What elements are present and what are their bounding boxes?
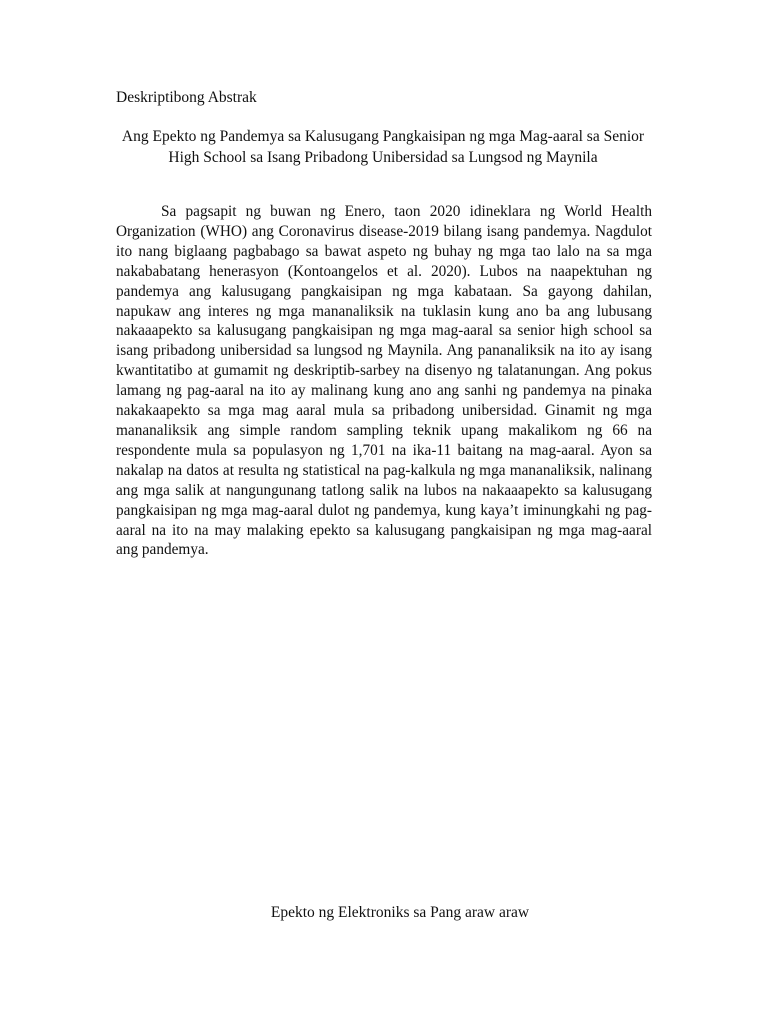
document-type-heading: Deskriptibong Abstrak [116, 89, 257, 106]
next-section-title: Epekto ng Elektroniks sa Pang araw araw [270, 904, 530, 921]
abstract-paragraph: Sa pagsapit ng buwan ng Enero, taon 2020 idineklara ng World Health Organization (WHO) ang Coronavirus disease-2019 bilang isang pandemya. Nagdulot ito nang biglaang pagbabago sa bawat aspeto ng buhay ng mga tao lalo na sa mga nakababatang henerasyon (Kontoangelos et al. 2020). Lubos na naapektuhan ng pandemya ang kalusugang pangkaisipan ng mga kabataan. Sa gayong dahilan, napukaw ang interes ng mga mananaliksik na tuklasin kung ano ba ang lubusang nakaaapekto sa kalusugang pangkaisipan ng mga mag-aaral sa senior high school sa isang pribadong unibersidad sa lungsod ng Maynila. Ang pananaliksik na ito ay isang kwantitatibo at gumamit ng deskriptib-sarbey na disenyo ng talatanungan. Ang pokus lamang ng pag-aaral na ito ay malinang kung ano ang sanhi ng pandemya na pinaka nakakaapekto sa mga mag aaral mula sa pribadong unibersidad. Ginamit ng mga mananaliksik ang simple random sampling teknik upang makalikom ng 66 na respondente mula sa populasyon ng 1,701 na ika-11 baitang na mag-aaral. Ayon sa nakalap na datos at resulta ng statistical na pag-kalkula ng mga mananaliksik, nalinang ang mga salik at nangungunang tatlong salik na lubos na nakaaapekto sa kalusugang pangkaisipan ng mga mag-aaral dulot ng pandemya, kung kaya’t iminungkahi ng pag-aaral na ito na may malaking epekto sa kalusugang pangkaisipan ng mga mag-aaral ang pandemya. [116, 203, 652, 559]
document-title: Ang Epekto ng Pandemya sa Kalusugang Pangkaisipan ng mga Mag-aaral sa Senior High School sa Isang Pribadong Unibersidad sa Lungsod ng Maynila [121, 128, 645, 166]
